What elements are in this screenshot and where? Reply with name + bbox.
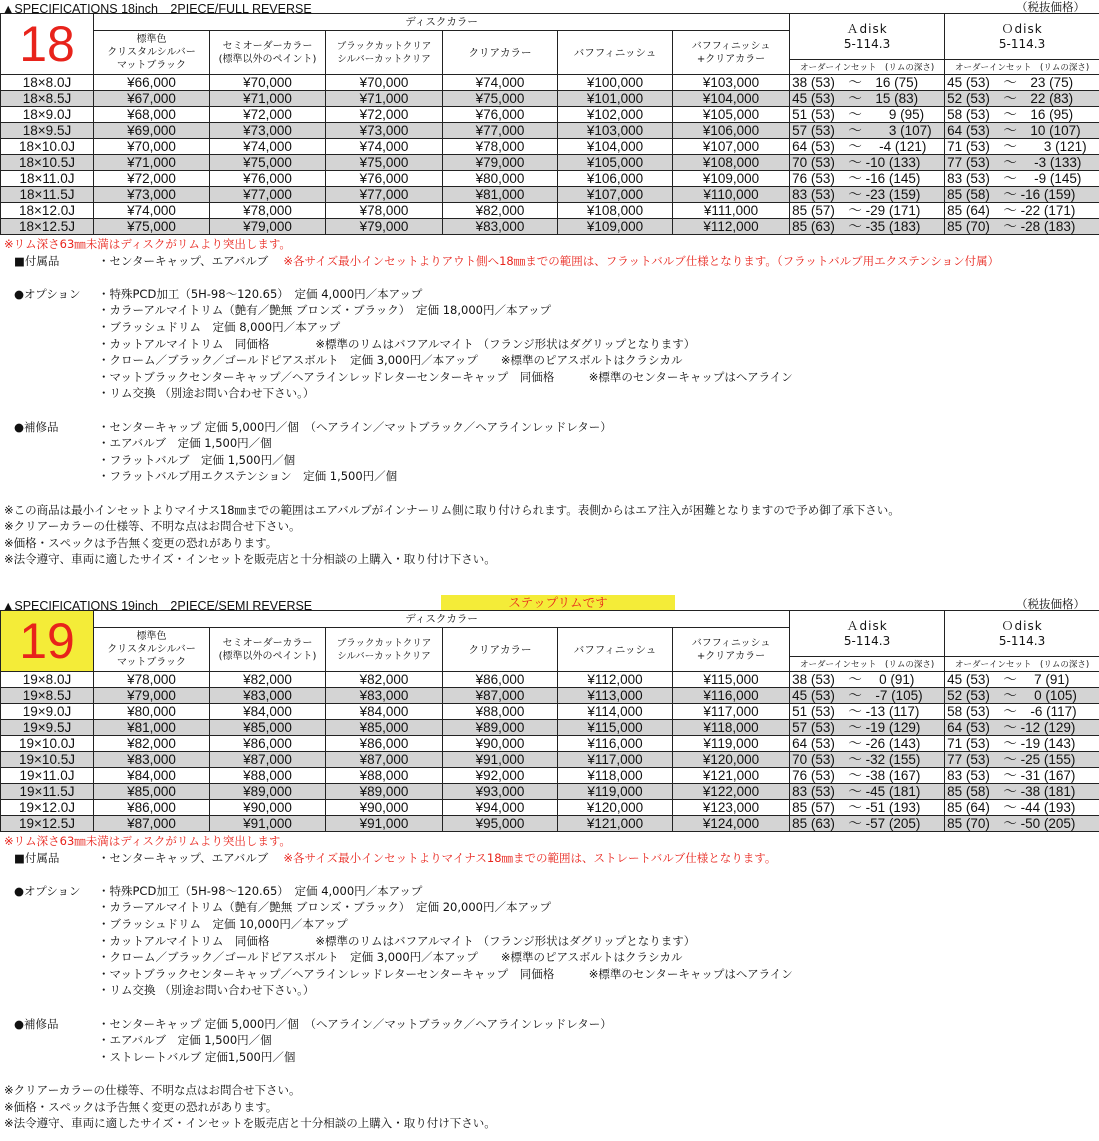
- table-cell: 70 (53) ～ -10 (133): [790, 155, 945, 171]
- table-cell: ¥115,000: [673, 672, 790, 688]
- table-cell: 83 (53) ～ -23 (159): [790, 187, 945, 203]
- table-cell: 85 (58) ～ -38 (181): [945, 784, 1099, 800]
- table-cell: 85 (57) ～ -51 (193): [790, 800, 945, 816]
- disc-color-header: ディスクカラー: [94, 611, 790, 628]
- table-cell: ¥87,000: [326, 752, 443, 768]
- table-cell: 71 (53) ～ -19 (143): [945, 736, 1099, 752]
- footnote: ※価格・スペックは予告無く変更の恐れがあります。: [4, 1099, 278, 1114]
- table-row: [1, 800, 1099, 816]
- table-cell: ¥70,000: [326, 75, 443, 91]
- part-item: ・エアバルブ 定価 1,500円／個: [98, 436, 272, 451]
- table-cell: ¥83,000: [443, 219, 558, 235]
- footnote: ※価格・スペックは予告無く変更の恐れがあります。: [4, 535, 278, 550]
- table-cell: ¥105,000: [558, 155, 673, 171]
- table-cell: ¥104,000: [558, 139, 673, 155]
- table-cell: ¥75,000: [210, 155, 326, 171]
- table-cell: 52 (53) ～ 0 (105): [945, 688, 1099, 704]
- table-cell: ¥77,000: [210, 187, 326, 203]
- table-cell: ¥105,000: [673, 107, 790, 123]
- table-cell: 38 (53) ～ 16 (75): [790, 75, 945, 91]
- table-cell: 85 (70) ～ -28 (183): [945, 219, 1099, 235]
- table-cell: 58 (53) ～ -6 (117): [945, 704, 1099, 720]
- table-cell: ¥86,000: [443, 672, 558, 688]
- table-cell: 57 (53) ～ 3 (107): [790, 123, 945, 139]
- accessories-label: ■付属品: [14, 253, 60, 268]
- table-row: [1, 107, 1099, 123]
- table-cell: ¥108,000: [673, 155, 790, 171]
- table-cell: ¥79,000: [326, 219, 443, 235]
- part-item: ・エアバルブ 定価 1,500円／個: [98, 1033, 272, 1048]
- table-cell: ¥104,000: [673, 91, 790, 107]
- table-cell: ¥124,000: [673, 816, 790, 832]
- standard-color-header: 標準色 クリスタルシルバー マットブラック: [94, 628, 210, 672]
- table-cell: 64 (53) ～ -4 (121): [790, 139, 945, 155]
- table-cell: ¥86,000: [326, 736, 443, 752]
- table-cell: 52 (53) ～ 22 (83): [945, 91, 1099, 107]
- table-cell: ¥87,000: [443, 688, 558, 704]
- table-cell: ¥71,000: [326, 91, 443, 107]
- table-cell: ¥89,000: [326, 784, 443, 800]
- option-item: ・特殊PCD加工（5H-98～120.65） 定価 4,000円／本アップ: [98, 883, 423, 898]
- option-item: ・クローム／ブラック／ゴールドピアスボルト 定価 3,000円／本アップ ※標準のピアスボルトはクラシカル: [98, 950, 683, 965]
- parts-label: ●補修品: [14, 1016, 59, 1031]
- table-cell: 38 (53) ～ 0 (91): [790, 672, 945, 688]
- table-cell: ¥78,000: [94, 672, 210, 688]
- table-cell: ¥85,000: [94, 784, 210, 800]
- table-cell: 85 (63) ～ -57 (205): [790, 816, 945, 832]
- table-cell: ¥106,000: [558, 171, 673, 187]
- table-cell: ¥107,000: [558, 187, 673, 203]
- table-cell: 85 (58) ～ -16 (159): [945, 187, 1099, 203]
- adisk-pcd: 5-114.3: [843, 36, 891, 51]
- spec-section-19inch: [0, 597, 1099, 1132]
- section-title-bar: [0, 0, 1099, 16]
- table-cell: ¥116,000: [673, 688, 790, 704]
- option-item: ・カットアルマイトリム 同価格 ※標準のリムはバフアルマイト （フランジ形状はダグリップとなります）: [98, 336, 696, 351]
- table-cell: ¥103,000: [673, 75, 790, 91]
- table-cell: ¥100,000: [558, 75, 673, 91]
- section-title-bar: [0, 595, 1099, 613]
- adisk-inset-header: オーダーインセット (リムの深さ): [790, 657, 945, 672]
- table-cell: ¥89,000: [443, 720, 558, 736]
- table-cell: 70 (53) ～ -32 (155): [790, 752, 945, 768]
- table-cell: ¥114,000: [558, 704, 673, 720]
- table-cell: ¥70,000: [210, 75, 326, 91]
- table-cell: ¥78,000: [326, 203, 443, 219]
- table-cell: ¥85,000: [326, 720, 443, 736]
- adisk-inset-header: オーダーインセット (リムの深さ): [790, 60, 945, 75]
- table-cell: ¥79,000: [210, 219, 326, 235]
- part-item: ・フラットバルブ用エクステンション 定価 1,500円／個: [98, 469, 398, 484]
- table-cell: 51 (53) ～ 9 (95): [790, 107, 945, 123]
- option-item: ・ブラッシュドリム 定価 8,000円／本アップ: [98, 319, 341, 334]
- clear-color-header: クリアカラー: [443, 31, 558, 75]
- spec-table: [0, 13, 1099, 235]
- table-cell: ¥88,000: [326, 768, 443, 784]
- table-cell: ¥74,000: [210, 139, 326, 155]
- table-cell: 64 (53) ～ 10 (107): [945, 123, 1099, 139]
- table-cell: ¥78,000: [443, 139, 558, 155]
- table-cell: ¥107,000: [673, 139, 790, 155]
- odisk-pcd: 5-114.3: [998, 633, 1046, 648]
- section-title: ▲SPECIFICATIONS 19inch 2PIECE/SEMI REVERSE: [2, 599, 313, 613]
- option-item: ・カラーアルマイトリム（艶有／艶無 ブロンズ・ブラック） 定価 20,000円／本アップ: [98, 900, 552, 915]
- table-cell: ¥90,000: [443, 736, 558, 752]
- table-cell: ¥82,000: [326, 672, 443, 688]
- table-cell: ¥108,000: [558, 203, 673, 219]
- table-row: [1, 704, 1099, 720]
- table-cell: ¥106,000: [673, 123, 790, 139]
- table-cell: 19×11.5J: [1, 784, 94, 800]
- black-cut-clear-header: ブラックカットクリア シルバーカットクリア: [326, 628, 443, 672]
- table-cell: ¥76,000: [326, 171, 443, 187]
- accessories-note: ※各サイズ最小インセットよりマイナス18㎜までの範囲は、ストレートバルブ仕様となります。: [283, 850, 777, 865]
- tax-note: （税抜価格）: [1016, 597, 1085, 611]
- odisk-header: Ｏdisk 5-114.3: [945, 14, 1099, 60]
- footnote: ※法令遵守、車両に適したサイズ・インセットを販売店と十分相談の上購入・取り付け下さい。: [4, 552, 496, 567]
- table-cell: 19×8.0J: [1, 672, 94, 688]
- table-cell: ¥80,000: [443, 171, 558, 187]
- table-cell: 76 (53) ～ -16 (145): [790, 171, 945, 187]
- table-cell: 19×10.0J: [1, 736, 94, 752]
- size-number: 19: [1, 611, 94, 672]
- table-cell: ¥113,000: [558, 688, 673, 704]
- table-cell: 18×8.5J: [1, 91, 94, 107]
- table-cell: 19×10.5J: [1, 752, 94, 768]
- table-cell: 18×10.0J: [1, 139, 94, 155]
- table-cell: ¥75,000: [94, 219, 210, 235]
- tax-note: （税抜価格）: [1016, 0, 1085, 14]
- table-cell: ¥85,000: [210, 720, 326, 736]
- table-cell: 77 (53) ～ -25 (155): [945, 752, 1099, 768]
- table-row: [1, 752, 1099, 768]
- option-item: ・カラーアルマイトリム（艶有／艶無 ブロンズ・ブラック） 定価 18,000円／本アップ: [98, 303, 552, 318]
- table-cell: ¥66,000: [94, 75, 210, 91]
- table-cell: ¥112,000: [558, 672, 673, 688]
- table-cell: 18×11.5J: [1, 187, 94, 203]
- table-cell: ¥115,000: [558, 720, 673, 736]
- table-cell: 19×11.0J: [1, 768, 94, 784]
- footnote: ※この商品は最小インセットよりマイナス18㎜までの範囲はエアバルブがインナーリム側に取り付けられます。表側からはエア注入が困難となりますので予め御了承下さい。: [4, 502, 900, 517]
- table-cell: ¥75,000: [326, 155, 443, 171]
- table-cell: ¥101,000: [558, 91, 673, 107]
- table-cell: ¥68,000: [94, 107, 210, 123]
- table-cell: 19×12.5J: [1, 816, 94, 832]
- rim-depth-note: ※リム深さ63㎜未満はディスクがリムより突出します。: [4, 237, 291, 251]
- table-cell: ¥90,000: [210, 800, 326, 816]
- spec-section-18inch: [0, 0, 1099, 568]
- semi-order-color-header: セミオーダーカラー (標準以外のペイント): [210, 628, 326, 672]
- table-row: [1, 219, 1099, 235]
- option-item: ・マットブラックセンターキャップ／ヘアラインレッドレターセンターキャップ 同価格 ※標準のセンターキャップはヘアライン: [98, 966, 793, 981]
- table-cell: ¥89,000: [210, 784, 326, 800]
- table-cell: ¥84,000: [94, 768, 210, 784]
- rim-depth-note: ※リム深さ63㎜未満はディスクがリムより突出します。: [4, 834, 291, 848]
- table-cell: 19×9.5J: [1, 720, 94, 736]
- table-cell: 83 (53) ～ -45 (181): [790, 784, 945, 800]
- buff-clear-header: バフフィニッシュ +クリアカラー: [673, 31, 790, 75]
- table-row: [1, 91, 1099, 107]
- black-cut-clear-header: ブラックカットクリア シルバーカットクリア: [326, 31, 443, 75]
- part-item: ・センターキャップ 定価 5,000円／個 （ヘアライン／マットブラック／ヘアラインレッドレター）: [98, 1016, 612, 1031]
- table-cell: ¥118,000: [673, 720, 790, 736]
- table-cell: ¥91,000: [210, 816, 326, 832]
- section-title: ▲SPECIFICATIONS 18inch 2PIECE/FULL REVERSE: [2, 2, 312, 16]
- table-cell: ¥86,000: [94, 800, 210, 816]
- table-cell: 83 (53) ～ -31 (167): [945, 768, 1099, 784]
- footnote: ※クリアーカラーの仕様等、不明な点はお問合せ下さい。: [4, 519, 301, 534]
- table-cell: ¥73,000: [94, 187, 210, 203]
- disc-color-header: ディスクカラー: [94, 14, 790, 31]
- table-cell: ¥80,000: [94, 704, 210, 720]
- adisk-pcd: 5-114.3: [843, 633, 891, 648]
- table-cell: 85 (57) ～ -29 (171): [790, 203, 945, 219]
- table-cell: ¥120,000: [558, 800, 673, 816]
- option-item: ・クローム／ブラック／ゴールドピアスボルト 定価 3,000円／本アップ ※標準のピアスボルトはクラシカル: [98, 353, 683, 368]
- table-cell: ¥67,000: [94, 91, 210, 107]
- odisk-header: Ｏdisk 5-114.3: [945, 611, 1099, 657]
- table-cell: ¥120,000: [673, 752, 790, 768]
- clear-color-header: クリアカラー: [443, 628, 558, 672]
- table-row: [1, 123, 1099, 139]
- table-cell: ¥73,000: [210, 123, 326, 139]
- table-cell: ¥102,000: [558, 107, 673, 123]
- table-cell: 76 (53) ～ -38 (167): [790, 768, 945, 784]
- table-row: [1, 187, 1099, 203]
- table-row: [1, 203, 1099, 219]
- table-cell: ¥75,000: [443, 91, 558, 107]
- buff-finish-header: バフフィニッシュ: [558, 628, 673, 672]
- parts-label: ●補修品: [14, 419, 59, 434]
- table-cell: ¥87,000: [94, 816, 210, 832]
- table-cell: ¥109,000: [558, 219, 673, 235]
- table-cell: ¥70,000: [94, 139, 210, 155]
- option-item: ・マットブラックセンターキャップ／ヘアラインレッドレターセンターキャップ 同価格 ※標準のセンターキャップはヘアライン: [98, 369, 793, 384]
- table-cell: ¥79,000: [443, 155, 558, 171]
- table-cell: 19×9.0J: [1, 704, 94, 720]
- table-cell: ¥95,000: [443, 816, 558, 832]
- table-cell: 18×12.5J: [1, 219, 94, 235]
- table-cell: ¥94,000: [443, 800, 558, 816]
- buff-clear-header: バフフィニッシュ +クリアカラー: [673, 628, 790, 672]
- table-cell: ¥72,000: [94, 171, 210, 187]
- table-cell: ¥122,000: [673, 784, 790, 800]
- table-cell: ¥77,000: [443, 123, 558, 139]
- table-cell: ¥88,000: [443, 704, 558, 720]
- table-cell: ¥86,000: [210, 736, 326, 752]
- table-cell: ¥110,000: [673, 187, 790, 203]
- table-cell: ¥103,000: [558, 123, 673, 139]
- odisk-inset-header: オーダーインセット (リムの深さ): [945, 657, 1099, 672]
- table-cell: ¥109,000: [673, 171, 790, 187]
- notes-block: [0, 833, 1099, 1132]
- table-cell: ¥83,000: [210, 688, 326, 704]
- buff-finish-header: バフフィニッシュ: [558, 31, 673, 75]
- table-cell: ¥82,000: [443, 203, 558, 219]
- table-cell: ¥82,000: [94, 736, 210, 752]
- table-cell: 45 (53) ～ 7 (91): [945, 672, 1099, 688]
- table-row: [1, 672, 1099, 688]
- table-cell: 18×12.0J: [1, 203, 94, 219]
- part-item: ・センターキャップ 定価 5,000円／個 （ヘアライン／マットブラック／ヘアラインレッドレター）: [98, 419, 612, 434]
- table-cell: ¥76,000: [443, 107, 558, 123]
- part-item: ・ストレートバルブ 定価1,500円／個: [98, 1049, 296, 1064]
- accessories-label: ■付属品: [14, 850, 60, 865]
- table-cell: 83 (53) ～ -9 (145): [945, 171, 1099, 187]
- odisk-inset-header: オーダーインセット (リムの深さ): [945, 60, 1099, 75]
- table-cell: 57 (53) ～ -19 (129): [790, 720, 945, 736]
- table-row: [1, 155, 1099, 171]
- table-cell: ¥69,000: [94, 123, 210, 139]
- option-item: ・ブラッシュドリム 定価 10,000円／本アップ: [98, 916, 348, 931]
- table-cell: ¥117,000: [673, 704, 790, 720]
- table-cell: ¥116,000: [558, 736, 673, 752]
- table-cell: ¥78,000: [210, 203, 326, 219]
- size-number: 18: [1, 14, 94, 75]
- table-cell: ¥73,000: [326, 123, 443, 139]
- table-row: [1, 171, 1099, 187]
- table-cell: ¥74,000: [326, 139, 443, 155]
- footnote: ※クリアーカラーの仕様等、不明な点はお問合せ下さい。: [4, 1082, 301, 1097]
- table-cell: ¥121,000: [673, 768, 790, 784]
- adisk-header: Ａdisk 5-114.3: [790, 611, 945, 657]
- table-cell: ¥74,000: [443, 75, 558, 91]
- table-row: [1, 736, 1099, 752]
- table-row: [1, 720, 1099, 736]
- table-cell: ¥111,000: [673, 203, 790, 219]
- table-cell: ¥74,000: [94, 203, 210, 219]
- table-cell: ¥123,000: [673, 800, 790, 816]
- table-cell: 85 (63) ～ -35 (183): [790, 219, 945, 235]
- accessories-text: ・センターキャップ、エアバルブ ※各サイズ最小インセットよりアウト側へ18㎜までの範囲は、フラットバルブ仕様となります。（フラットバルブ用エクステンション付属）: [98, 253, 1000, 268]
- adisk-header: Ａdisk 5-114.3: [790, 14, 945, 60]
- table-cell: 45 (53) ～ -7 (105): [790, 688, 945, 704]
- table-cell: ¥81,000: [94, 720, 210, 736]
- option-item: ・リム交換 （別途お問い合わせ下さい。）: [98, 983, 315, 998]
- accessories-text: ・センターキャップ、エアバルブ ※各サイズ最小インセットよりマイナス18㎜までの範囲は、ストレートバルブ仕様となります。: [98, 850, 777, 865]
- table-cell: ¥92,000: [443, 768, 558, 784]
- options-label: ●オプション: [14, 883, 81, 898]
- table-cell: 19×12.0J: [1, 800, 94, 816]
- table-cell: ¥84,000: [210, 704, 326, 720]
- table-cell: ¥121,000: [558, 816, 673, 832]
- table-row: [1, 75, 1099, 91]
- option-item: ・リム交換 （別途お問い合わせ下さい。）: [98, 386, 315, 401]
- table-cell: ¥71,000: [210, 91, 326, 107]
- table-cell: 45 (53) ～ 15 (83): [790, 91, 945, 107]
- semi-order-color-header: セミオーダーカラー (標準以外のペイント): [210, 31, 326, 75]
- table-cell: 64 (53) ～ -26 (143): [790, 736, 945, 752]
- table-cell: 51 (53) ～ -13 (117): [790, 704, 945, 720]
- table-cell: ¥71,000: [94, 155, 210, 171]
- table-cell: 64 (53) ～ -12 (129): [945, 720, 1099, 736]
- table-cell: ¥72,000: [326, 107, 443, 123]
- table-cell: ¥119,000: [673, 736, 790, 752]
- table-cell: ¥81,000: [443, 187, 558, 203]
- table-cell: 77 (53) ～ -3 (133): [945, 155, 1099, 171]
- table-cell: ¥76,000: [210, 171, 326, 187]
- table-cell: ¥88,000: [210, 768, 326, 784]
- table-cell: 71 (53) ～ 3 (121): [945, 139, 1099, 155]
- notes-block: [0, 236, 1099, 568]
- table-row: [1, 139, 1099, 155]
- table-cell: 18×9.0J: [1, 107, 94, 123]
- footnote: ※法令遵守、車両に適したサイズ・インセットを販売店と十分相談の上購入・取り付け下さい。: [4, 1116, 496, 1131]
- table-cell: 18×10.5J: [1, 155, 94, 171]
- table-row: [1, 784, 1099, 800]
- table-cell: ¥118,000: [558, 768, 673, 784]
- table-cell: ¥83,000: [326, 688, 443, 704]
- option-item: ・特殊PCD加工（5H-98～120.65） 定価 4,000円／本アップ: [98, 286, 423, 301]
- table-cell: ¥83,000: [94, 752, 210, 768]
- standard-color-header: 標準色 クリスタルシルバー マットブラック: [94, 31, 210, 75]
- part-item: ・フラットバルブ 定価 1,500円／個: [98, 452, 296, 467]
- table-cell: ¥91,000: [443, 752, 558, 768]
- table-cell: 58 (53) ～ 16 (95): [945, 107, 1099, 123]
- table-cell: ¥79,000: [94, 688, 210, 704]
- table-cell: 85 (64) ～ -44 (193): [945, 800, 1099, 816]
- table-cell: ¥119,000: [558, 784, 673, 800]
- table-cell: ¥72,000: [210, 107, 326, 123]
- table-cell: ¥87,000: [210, 752, 326, 768]
- table-cell: 18×8.0J: [1, 75, 94, 91]
- table-cell: 18×9.5J: [1, 123, 94, 139]
- table-cell: ¥82,000: [210, 672, 326, 688]
- table-cell: ¥91,000: [326, 816, 443, 832]
- table-cell: 19×8.5J: [1, 688, 94, 704]
- option-item: ・カットアルマイトリム 同価格 ※標準のリムはバフアルマイト （フランジ形状はダグリップとなります）: [98, 933, 696, 948]
- table-row: [1, 816, 1099, 832]
- table-cell: ¥93,000: [443, 784, 558, 800]
- table-cell: 85 (70) ～ -50 (205): [945, 816, 1099, 832]
- table-cell: 45 (53) ～ 23 (75): [945, 75, 1099, 91]
- options-label: ●オプション: [14, 286, 81, 301]
- accessories-note: ※各サイズ最小インセットよりアウト側へ18㎜までの範囲は、フラットバルブ仕様となります。（フラットバルブ用エクステンション付属）: [283, 253, 1000, 268]
- spec-table: [0, 610, 1099, 832]
- step-rim-banner: ステップリムです: [441, 595, 675, 610]
- table-cell: ¥77,000: [326, 187, 443, 203]
- table-cell: ¥112,000: [673, 219, 790, 235]
- table-cell: 18×11.0J: [1, 171, 94, 187]
- table-row: [1, 768, 1099, 784]
- table-cell: 85 (64) ～ -22 (171): [945, 203, 1099, 219]
- table-cell: ¥117,000: [558, 752, 673, 768]
- table-row: [1, 688, 1099, 704]
- table-cell: ¥90,000: [326, 800, 443, 816]
- table-cell: ¥84,000: [326, 704, 443, 720]
- odisk-pcd: 5-114.3: [998, 36, 1046, 51]
